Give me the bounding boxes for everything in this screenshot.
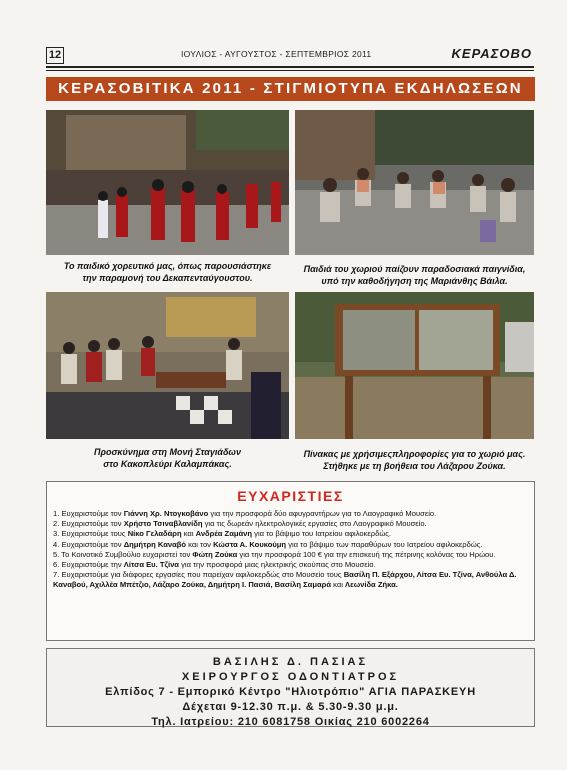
photo-caption: Παιδιά του χωριού παίζουν παραδοσιακά παιγνίδια, υπό την καθοδήγηση της Μαριάνθης Βάιλα. <box>303 264 526 286</box>
ad-hours: Δέχεται 9-12.30 π.μ. & 5.30-9.30 μ.μ. <box>182 701 399 713</box>
page-header <box>46 46 534 64</box>
thanks-list <box>53 509 529 591</box>
photo-monastery-pilgrimage <box>46 292 289 439</box>
thanks-box <box>46 481 535 641</box>
page-number: 12 <box>46 47 64 64</box>
magazine-title: ΚΕΡΑΣΟΒΟ <box>451 46 532 61</box>
list-item: 2. Ευχαριστούμε τον Χρήστο Τσιναβλανίδη για τις δωρεάν ηλεκτρολογικές εργασίες στο Λαογραφικό Μουσείο. <box>53 519 427 529</box>
list-item: 5. Το Κοινοτικό Συμβούλιο ευχαριστεί τον Φώτη Ζούκα για την προσφορά 100 € για την επισκευή της πέτρινης κολόνας του Ηρώου. <box>53 549 496 559</box>
photo-children-dance <box>46 110 289 255</box>
list-item: 3. Ευχαριστούμε τους Νίκο Γελαδάρη και Ανδρέα Ζαμάνη για το βάψιμο του Ιατρείου αφιλοκερδώς. <box>53 529 392 539</box>
list-item: 7. Ευχαριστούμε για διάφορες εργασίες που παρείχαν αφιλοκερδώς στο Μουσείο τους Βασίλη Π. Εξάρχου, Λίτσα Ευ. Τζίνα, Ανθούλα Δ. Καναβού, Αχιλλέα Μπέτζιο, Λάζαρο Ζούκα, Δημήτρη Ι. Πασιά, Βασίλη Σαμαρά και Λεωνίδα Ζήκα. <box>53 570 517 590</box>
header-rule-thin <box>46 70 534 71</box>
photo-caption: Πίνακας με χρήσιμεςπληροφορίες για το χωριό μας. Στήθηκε με τη βοήθεια του Λάζαρου Ζούκα. <box>303 449 526 471</box>
ad-address: Ελπίδος 7 - Εμπορικό Κέντρο "Ηλιοτρόπιο" ΑΓΙΑ ΠΑΡΑΣΚΕΥΗ <box>105 686 476 698</box>
list-item: 4. Ευχαριστούμε τον Δημήτρη Καναβό και τον Κώστα Α. Κουκούμη για το βάψιμο των παραθύρων του Ιατρείου αφιλοκερδώς. <box>53 539 483 549</box>
list-item: 6. Ευχαριστούμε την Λίτσα Ευ. Τζίνα για την προσφορά μιας ηλεκτρικής σκούπας στο Μουσείο. <box>53 560 376 570</box>
ad-name: ΒΑΣΙΛΗΣ Δ. ΠΑΣΙΑΣ <box>212 656 369 668</box>
ad-profession: ΧΕΙΡΟΥΡΓΟΣ ΟΔΟΝΤΙΑΤΡΟΣ <box>181 671 400 683</box>
issue-date: ΙΟΥΛΙΟΣ - ΑΥΓΟΥΣΤΟΣ - ΣΕΠΤΕΜΒΡΙΟΣ 2011 <box>181 49 372 59</box>
thanks-title: ΕΥΧΑΡΙΣΤΙΕΣ <box>237 488 344 504</box>
header-rule <box>46 66 534 68</box>
section-banner: ΚΕΡΑΣΟΒΙΤΙΚΑ 2011 - ΣΤΙΓΜΙΟΤΥΠΑ ΕΚΔΗΛΩΣΕΩΝ <box>46 77 535 101</box>
photo-caption: Το παιδικό χορευτικό μας, όπως παρουσιάστηκε την παραμονή του Δεκαπενταύγουστου. <box>63 261 272 283</box>
ad-phones: Τηλ. Ιατρείου: 210 6081758 Οικίας 210 6002264 <box>151 716 430 728</box>
photo-children-games <box>295 110 534 255</box>
photo-caption: Προσκύνημα στη Μονή Σταγιάδων στο Κακοπλεύρι Καλαμπάκας. <box>94 447 241 469</box>
photo-info-board <box>295 292 534 439</box>
dentist-advertisement <box>46 648 535 727</box>
list-item: 1. Ευχαριστούμε τον Γιάννη Χρ. Ντογκοβάνο για την προσφορά δύο αφυγραντήρων για το Λαογραφικό Μουσείο. <box>53 509 437 518</box>
